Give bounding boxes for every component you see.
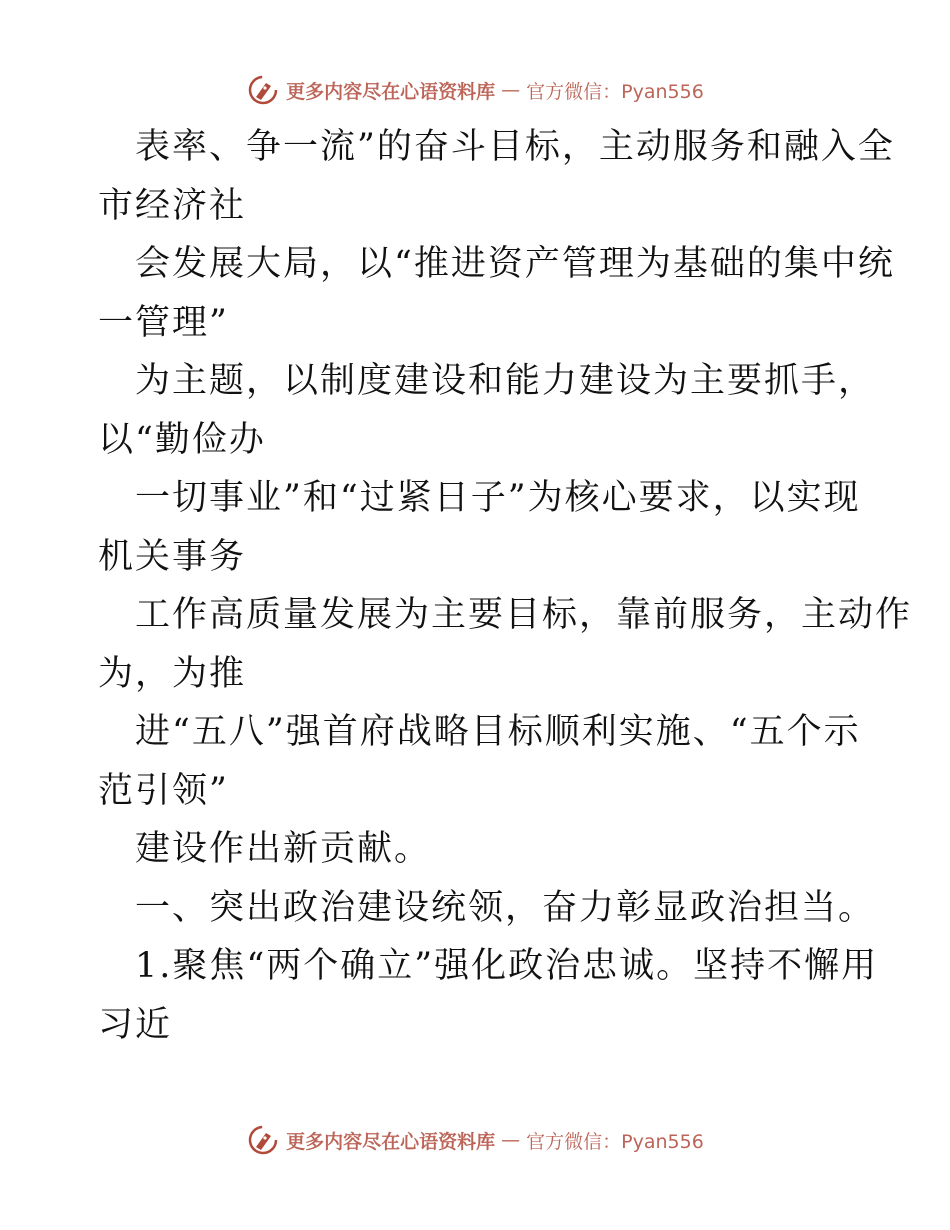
text-line: 机关事务 (98, 536, 247, 577)
watermark-contact: 官方微信：Pyan556 (526, 80, 704, 103)
pen-nib-circle-icon (246, 73, 280, 107)
body-text (98, 118, 913, 1054)
watermark-dash: — (501, 79, 521, 101)
text-line: 市经济社 (98, 185, 247, 226)
text-line: 表率、争一流”的奋斗目标，主动服务和融入全 (135, 127, 895, 167)
text-line: 工作高质量发展为主要目标，靠前服务，主动作 (135, 595, 913, 635)
watermark-dash: — (501, 1129, 521, 1151)
text-line: 一、突出政治建设统领，奋力彰显政治担当。 (135, 887, 876, 928)
text-line: 进“五八”强首府战略目标顺利实施、“五个示 (135, 712, 861, 752)
watermark-brand: 更多内容尽在心语资料库 (286, 80, 496, 103)
watermark-contact: 官方微信：Pyan556 (526, 1130, 704, 1153)
text-line: 会发展大局，以“推进资产管理为基础的集中统 (135, 244, 895, 284)
text-line: 为主题，以制度建设和能力建设为主要抓手， (135, 361, 876, 401)
text-line: 一管理” (98, 302, 229, 343)
text-line: 范引领” (98, 770, 229, 811)
text-line: 一切事业”和“过紧日子”为核心要求，以实现 (135, 478, 861, 518)
text-line: 为，为推 (98, 653, 247, 694)
footer-watermark (0, 1120, 950, 1160)
header-watermark (0, 70, 950, 110)
watermark-brand: 更多内容尽在心语资料库 (286, 1130, 496, 1153)
text-line: 建设作出新贡献。 (135, 829, 432, 869)
pen-nib-circle-icon (246, 1123, 280, 1157)
text-line: 习近 (98, 1004, 173, 1045)
text-line: 以“勤俭办 (98, 419, 266, 460)
text-line: 1.聚焦“两个确立”强化政治忠诚。坚持不懈用 (135, 946, 879, 986)
